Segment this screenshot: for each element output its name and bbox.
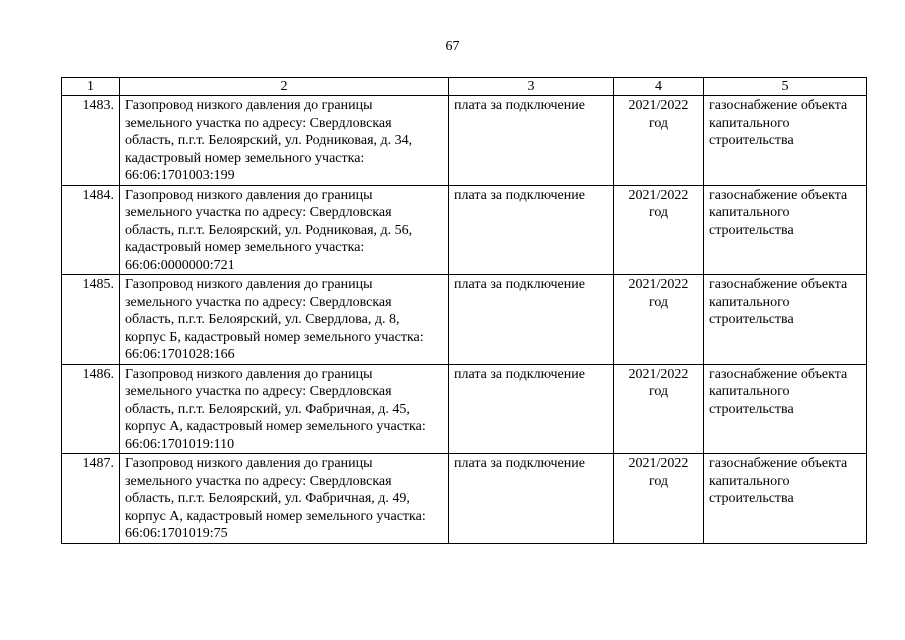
header-col-1: 1 <box>62 78 120 96</box>
page-number: 67 <box>445 39 460 54</box>
table-row <box>62 364 867 454</box>
header-col-4: 4 <box>614 78 704 96</box>
header-col-5: 5 <box>704 78 867 96</box>
object-description: Газопровод низкого давления до границы земельного участка по адресу: Свердловская область, п.г.т. Белоярский, ул. Свердлова, д. 8, корпус Б, кадастровый номер земельного участка: 66:06:1701028:166 <box>120 275 449 365</box>
header-col-3: 3 <box>449 78 614 96</box>
header-row <box>62 78 867 96</box>
period-year: 2021/2022 год <box>614 364 704 454</box>
row-number: 1487. <box>62 454 120 544</box>
purpose: газоснабжение объекта капитального строительства <box>704 275 867 365</box>
row-number: 1483. <box>62 96 120 186</box>
payment-type: плата за подключение <box>449 275 614 365</box>
purpose: газоснабжение объекта капитального строительства <box>704 96 867 186</box>
row-number: 1486. <box>62 364 120 454</box>
table-row <box>62 96 867 186</box>
table-row <box>62 185 867 275</box>
payment-type: плата за подключение <box>449 96 614 186</box>
period-year: 2021/2022 год <box>614 275 704 365</box>
table-header <box>62 78 867 96</box>
row-number: 1485. <box>62 275 120 365</box>
object-description: Газопровод низкого давления до границы земельного участка по адресу: Свердловская область, п.г.т. Белоярский, ул. Родниковая, д. 56, кадастровый номер земельного участка: 66:06:0000000:721 <box>120 185 449 275</box>
payment-type: плата за подключение <box>449 454 614 544</box>
object-description: Газопровод низкого давления до границы земельного участка по адресу: Свердловская область, п.г.т. Белоярский, ул. Фабричная, д. 49, корпус А, кадастровый номер земельного участка: 66:06:1701019:75 <box>120 454 449 544</box>
period-year: 2021/2022 год <box>614 96 704 186</box>
payment-type: плата за подключение <box>449 364 614 454</box>
payment-type: плата за подключение <box>449 185 614 275</box>
purpose: газоснабжение объекта капитального строительства <box>704 364 867 454</box>
table-row <box>62 454 867 544</box>
purpose: газоснабжение объекта капитального строительства <box>704 185 867 275</box>
row-number: 1484. <box>62 185 120 275</box>
header-col-2: 2 <box>120 78 449 96</box>
data-table <box>61 77 867 544</box>
period-year: 2021/2022 год <box>614 454 704 544</box>
purpose: газоснабжение объекта капитального строительства <box>704 454 867 544</box>
period-year: 2021/2022 год <box>614 185 704 275</box>
table-row <box>62 275 867 365</box>
object-description: Газопровод низкого давления до границы земельного участка по адресу: Свердловская область, п.г.т. Белоярский, ул. Родниковая, д. 34, кадастровый номер земельного участка: 66:06:1701003:199 <box>120 96 449 186</box>
object-description: Газопровод низкого давления до границы земельного участка по адресу: Свердловская область, п.г.т. Белоярский, ул. Фабричная, д. 45, корпус А, кадастровый номер земельного участка: 66:06:1701019:110 <box>120 364 449 454</box>
table-body <box>62 96 867 544</box>
